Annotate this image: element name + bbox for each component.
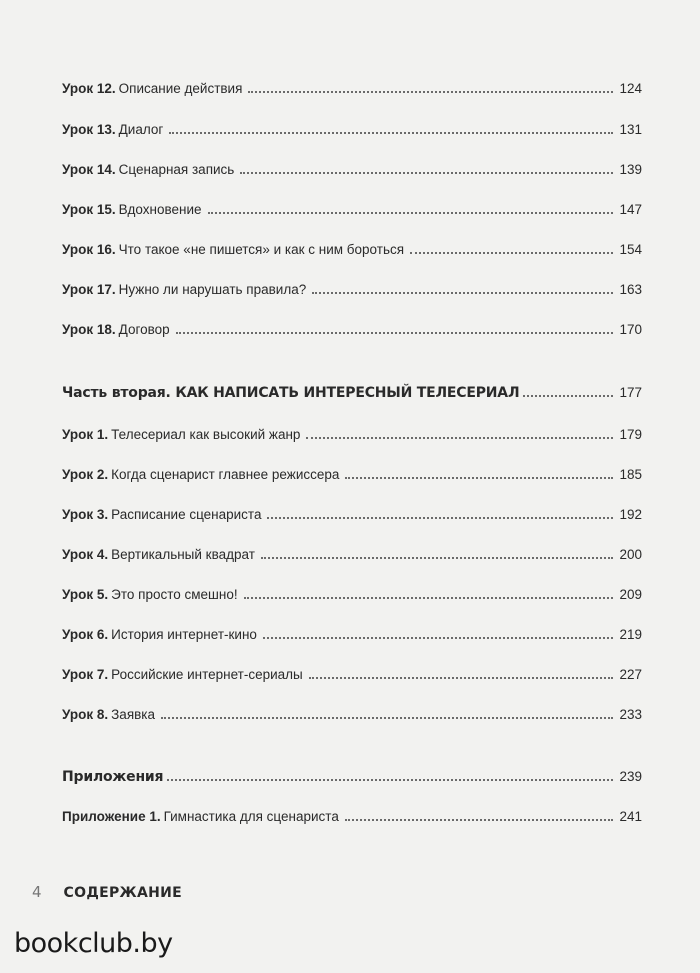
dot-leader <box>176 332 614 334</box>
page-number: 200 <box>619 547 642 562</box>
page-number: 170 <box>619 322 642 337</box>
toc-entry[interactable] <box>62 80 642 98</box>
lesson-label: Урок 2. <box>62 467 109 482</box>
dot-leader <box>263 637 614 639</box>
page-number: 163 <box>619 282 642 297</box>
lesson-title: Нужно ли нарушать правила? <box>118 282 307 297</box>
page-number: 241 <box>619 809 642 824</box>
lesson-label: Урок 5. <box>62 587 109 602</box>
page-footer <box>32 883 182 901</box>
toc-entry[interactable] <box>62 506 642 524</box>
toc-entry[interactable] <box>62 586 642 604</box>
dot-leader <box>309 677 614 679</box>
dot-leader <box>261 557 614 559</box>
part-title: Часть вторая. КАК НАПИСАТЬ ИНТЕРЕСНЫЙ ТЕЛЕСЕРИАЛ <box>62 385 520 401</box>
lesson-title: Вдохновение <box>118 202 202 217</box>
toc-entry[interactable] <box>62 466 642 484</box>
page-number: 177 <box>619 385 642 400</box>
lesson-label: Урок 16. <box>62 242 116 257</box>
dot-leader <box>244 597 614 599</box>
lesson-title: Российские интернет-сериалы <box>111 667 303 682</box>
lesson-label: Урок 7. <box>62 667 109 682</box>
page-number: 239 <box>619 769 642 784</box>
appendix-heading[interactable] <box>62 768 642 786</box>
footer-section-title: СОДЕРЖАНИЕ <box>63 885 182 901</box>
dot-leader <box>523 395 613 397</box>
lesson-title: История интернет-кино <box>111 627 257 642</box>
toc-entry[interactable] <box>62 706 642 724</box>
dot-leader <box>345 477 613 479</box>
page-number: 192 <box>619 507 642 522</box>
toc-entry[interactable] <box>62 626 642 644</box>
lesson-title: Описание действия <box>118 81 243 96</box>
dot-leader <box>345 819 614 821</box>
dot-leader <box>240 172 613 174</box>
lesson-title: Расписание сценариста <box>111 507 262 522</box>
appendix-label: Приложение 1. <box>62 809 161 824</box>
toc-entry[interactable] <box>62 201 642 219</box>
toc-entry[interactable] <box>62 546 642 564</box>
dot-leader <box>167 779 613 781</box>
lesson-label: Урок 6. <box>62 627 109 642</box>
toc-entry[interactable] <box>62 666 642 684</box>
dot-leader <box>306 437 613 439</box>
lesson-title: Когда сценарист главнее режиссера <box>111 467 340 482</box>
appendix-entry-title: Гимнастика для сценариста <box>163 809 339 824</box>
toc-entry[interactable] <box>62 161 642 179</box>
page-number: 233 <box>619 707 642 722</box>
lesson-title: Диалог <box>118 122 164 137</box>
footer-page-number: 4 <box>32 883 42 901</box>
toc-entry[interactable] <box>62 808 642 826</box>
page-number: 154 <box>619 242 642 257</box>
lesson-label: Урок 14. <box>62 162 116 177</box>
toc-entry[interactable] <box>62 121 642 139</box>
toc-entry[interactable] <box>62 281 642 299</box>
lesson-label: Урок 15. <box>62 202 116 217</box>
lesson-title: Сценарная запись <box>118 162 235 177</box>
lesson-label: Урок 17. <box>62 282 116 297</box>
lesson-label: Урок 4. <box>62 547 109 562</box>
page-number: 179 <box>619 427 642 442</box>
lesson-title: Вертикальный квадрат <box>111 547 255 562</box>
dot-leader <box>161 717 613 719</box>
lesson-label: Урок 3. <box>62 507 109 522</box>
lesson-title: Заявка <box>111 707 156 722</box>
toc-entry[interactable] <box>62 426 642 444</box>
dot-leader <box>312 292 613 294</box>
lesson-title: Телесериал как высокий жанр <box>111 427 301 442</box>
page-number: 209 <box>619 587 642 602</box>
page-number: 185 <box>619 467 642 482</box>
toc-entry[interactable] <box>62 241 642 259</box>
page-number: 139 <box>619 162 642 177</box>
lesson-title: Что такое «не пишется» и как с ним бороться <box>118 242 405 257</box>
dot-leader <box>208 212 614 214</box>
dot-leader <box>267 517 613 519</box>
lesson-label: Урок 12. <box>62 81 116 96</box>
lesson-title: Договор <box>118 322 170 337</box>
page-number: 147 <box>619 202 642 217</box>
dot-leader <box>248 91 613 93</box>
part-heading[interactable] <box>62 384 642 402</box>
toc-entry[interactable] <box>62 321 642 339</box>
page-number: 124 <box>619 81 642 96</box>
lesson-label: Урок 18. <box>62 322 116 337</box>
watermark: bookclub.by <box>14 928 173 959</box>
dot-leader <box>169 132 613 134</box>
page-number: 219 <box>619 627 642 642</box>
dot-leader <box>410 252 613 254</box>
page-number: 131 <box>619 122 642 137</box>
lesson-label: Урок 13. <box>62 122 116 137</box>
lesson-label: Урок 1. <box>62 427 109 442</box>
appendix-title: Приложения <box>62 769 164 785</box>
lesson-label: Урок 8. <box>62 707 109 722</box>
page-number: 227 <box>619 667 642 682</box>
lesson-title: Это просто смешно! <box>111 587 238 602</box>
